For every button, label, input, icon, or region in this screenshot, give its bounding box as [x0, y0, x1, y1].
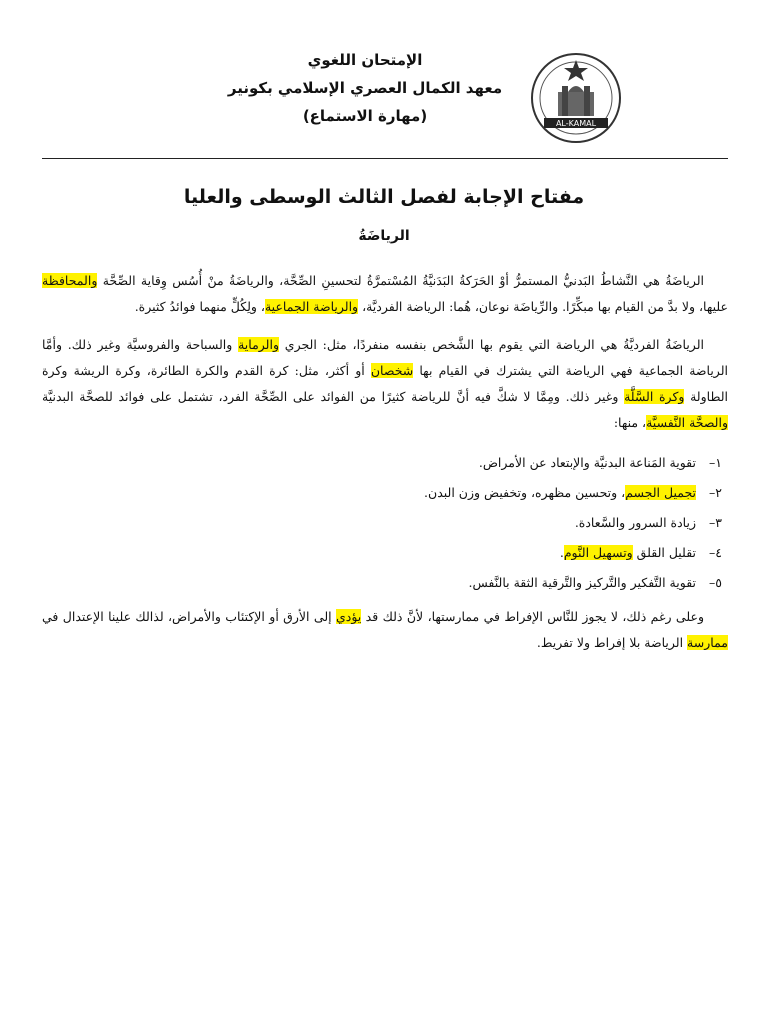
header-text [200, 46, 530, 130]
list-item: ٥–تقوية التَّفكير والتَّركيز والتَّرقية الثقة بالنَّفس. [468, 575, 722, 590]
highlight: والصحَّة النَّفسيَّة [646, 415, 728, 430]
document-body [42, 268, 728, 668]
highlight: وتسهيل النَّوم [563, 545, 633, 560]
list-item: ٤–تقليل القلق وتسهيل النَّوم. [559, 545, 722, 560]
list-item: ٢–تجميل الجسم، وتحسين مظهره، وتخفيض وزن البدن. [424, 485, 722, 500]
exam-name: الإمتحان اللغوي [307, 51, 423, 69]
header [0, 38, 768, 138]
highlight: تجميل الجسم [625, 485, 696, 500]
highlight: والرماية [238, 337, 279, 352]
benefits-list [42, 448, 728, 598]
highlight: وكرة السَّلَّة [624, 389, 685, 404]
highlight: شخصان [370, 363, 414, 378]
highlight: ممارسة [687, 635, 728, 650]
highlight: والرياضة الجماعية [264, 299, 359, 314]
list-item: ٣–زيادة السرور والسَّعادة. [574, 515, 722, 530]
topic-title: الرياضَةُ [358, 228, 410, 244]
paragraph-types: الرياضَةُ الفرديَّةُ هي الرياضة التي يقوم بها الشَّخص بنفسه منفردًا، مثل: الجري والرماية والسباحة والفروسيَّة وغير ذلك. وأمَّا الرياضة الجماعية فهي الرياضة التي يشترك في القيام بها شخصان أو أكثر، مثل: كرة القدم والكرة الطائرة، وكرة الريشة وكرة الطاولة وكرة السَّلَّة وغير ذلك. ومِمَّا لا شكَّ فيه أنَّ للرياضة كثيرًا من الفوائد على الصِّحَّة الفرد، تشتمل على فوائد للصحَّة البدنيَّة والصحَّة النَّفسيَّة، منها: [42, 337, 728, 430]
logo-text: AL-KAMAL [555, 119, 597, 128]
institute-name: معهد الكمال العصري الإسلامي بكونير [227, 79, 503, 97]
list-item: ١–تقوية المَناعة البدنيَّة والإبتعاد عن الأمراض. [478, 455, 722, 470]
highlight: والمحافظة [42, 273, 98, 288]
paragraph-closing: وعلى رغم ذلك، لا يجوز للنَّاس الإفراط في ممارستها، لأنَّ ذلك قد يؤدي إلى الأرق أو الإكتئاب والأمراض، لذالك علينا الإعتدال في ممارسة الرياضة بلا إفراط ولا تفريط. [42, 609, 728, 650]
header-divider [42, 158, 728, 159]
institute-logo [528, 50, 624, 146]
highlight: يؤدي [335, 609, 362, 624]
skill-label: (مهارة الاستماع) [302, 107, 428, 125]
paragraph-intro: الرياضَةُ هي النَّشاطُ البَدنيُّ المستمرُّ أوْ الحَرَكةُ البَدَنيَّةُ المُسْتمرَّةُ لتحسينِ الصِّحَّة، والرياضَةُ منْ أُسُس وِقاية الصِّحَّة والمحافظة عليها، ولا بدَّ من القيام بها مبكِّرًا. والرِّياضَة نوعان، هُما: الرياضة الفرديَّة، والرياضة الجماعية، ولِكُلٍّ منهما فوائدُ كثيرة. [42, 273, 728, 314]
document-title: مفتاح الإجابة لفصل الثالث الوسطى والعليا [183, 186, 585, 208]
